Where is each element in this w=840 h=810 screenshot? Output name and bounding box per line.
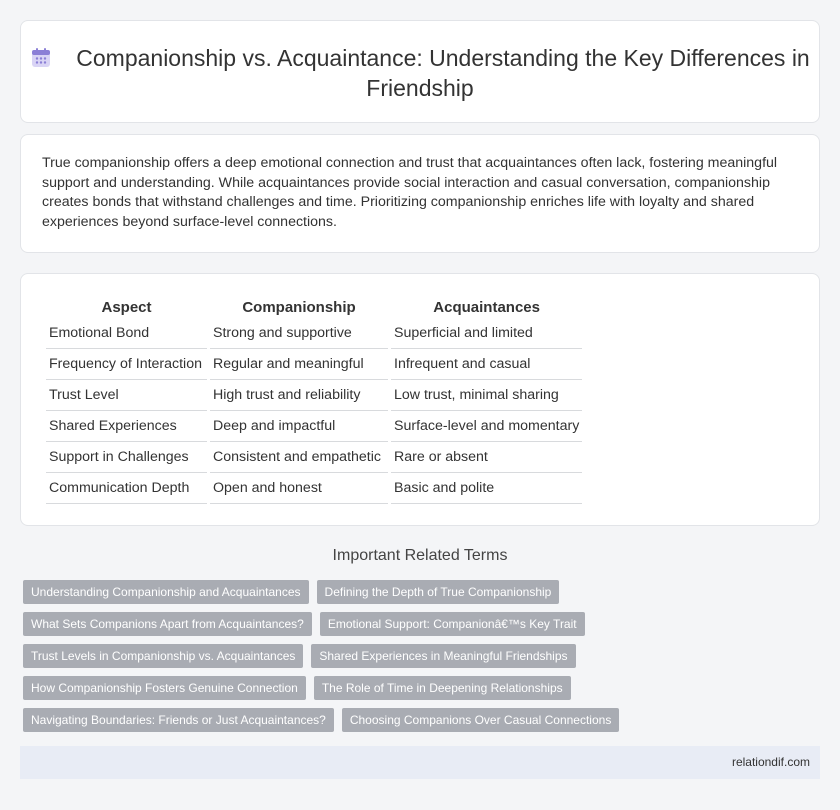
table-cell: Low trust, minimal sharing xyxy=(391,380,582,411)
footer-site-link[interactable]: relationdif.com xyxy=(731,755,810,769)
header-aspect: Aspect xyxy=(101,298,152,316)
related-tag[interactable]: What Sets Companions Apart from Acquaintances? xyxy=(23,612,312,636)
table-row xyxy=(46,349,582,380)
related-tag[interactable]: How Companionship Fosters Genuine Connection xyxy=(23,676,306,700)
related-tag[interactable]: Defining the Depth of True Companionship xyxy=(317,580,560,604)
related-tag[interactable]: Trust Levels in Companionship vs. Acquaintances xyxy=(23,644,303,668)
summary-text: True companionship offers a deep emotional connection and trust that acquaintances often lack, fostering meaningful support and understanding. While acquaintances provide social interaction and casual conversation, companionship creates bonds that withstand challenges and time. Prioritizing companionship enriches life with loyalty and shared experiences beyond surface-level connections. xyxy=(42,155,778,230)
related-tag[interactable]: Understanding Companionship and Acquaintances xyxy=(23,580,309,604)
table-cell: Strong and supportive xyxy=(210,318,388,349)
table-cell: Consistent and empathetic xyxy=(210,442,388,473)
related-tag[interactable]: Shared Experiences in Meaningful Friendships xyxy=(311,644,575,668)
summary-card xyxy=(20,134,820,253)
table-row xyxy=(46,318,582,349)
table-cell: Support in Challenges xyxy=(46,442,207,473)
table-row xyxy=(46,380,582,411)
related-tag[interactable]: Emotional Support: Companionâ€™s Key Trait xyxy=(320,612,585,636)
related-tags-row xyxy=(23,644,576,668)
title-card xyxy=(20,20,820,123)
table-cell: Superficial and limited xyxy=(391,318,582,349)
page-title-text: Companionship vs. Acquaintance: Understanding the Key Differences in Friendship xyxy=(76,45,810,101)
comparison-table-card xyxy=(20,273,820,526)
related-tags-row xyxy=(23,580,559,604)
table-row xyxy=(46,473,582,504)
table-cell: Shared Experiences xyxy=(46,411,207,442)
related-tags-row xyxy=(23,612,585,636)
table-cell: Infrequent and casual xyxy=(391,349,582,380)
table-cell: Communication Depth xyxy=(46,473,207,504)
related-tags-row xyxy=(23,676,571,700)
table-cell: Frequency of Interaction xyxy=(46,349,207,380)
table-cell: Rare or absent xyxy=(391,442,582,473)
table-header-row xyxy=(46,296,582,318)
title-wrap xyxy=(21,43,819,103)
table-cell: Trust Level xyxy=(46,380,207,411)
table-cell: Emotional Bond xyxy=(46,318,207,349)
related-tags-row xyxy=(23,708,619,732)
header-acquaintances: Acquaintances xyxy=(433,298,540,316)
page-title xyxy=(21,43,819,103)
table-cell: Basic and polite xyxy=(391,473,582,504)
related-tag[interactable]: Choosing Companions Over Casual Connections xyxy=(342,708,619,732)
related-tag[interactable]: The Role of Time in Deepening Relationships xyxy=(314,676,571,700)
table-cell: Surface-level and momentary xyxy=(391,411,582,442)
table-cell: Open and honest xyxy=(210,473,388,504)
related-terms-title: Important Related Terms xyxy=(332,547,508,564)
footer xyxy=(20,746,820,779)
table-row xyxy=(46,411,582,442)
related-tag[interactable]: Navigating Boundaries: Friends or Just Acquaintances? xyxy=(23,708,334,732)
table-cell: Deep and impactful xyxy=(210,411,388,442)
table-row xyxy=(46,442,582,473)
header-companionship: Companionship xyxy=(242,298,356,316)
table-cell: High trust and reliability xyxy=(210,380,388,411)
calendar-icon xyxy=(30,47,52,69)
comparison-table xyxy=(43,296,585,504)
table-cell: Regular and meaningful xyxy=(210,349,388,380)
